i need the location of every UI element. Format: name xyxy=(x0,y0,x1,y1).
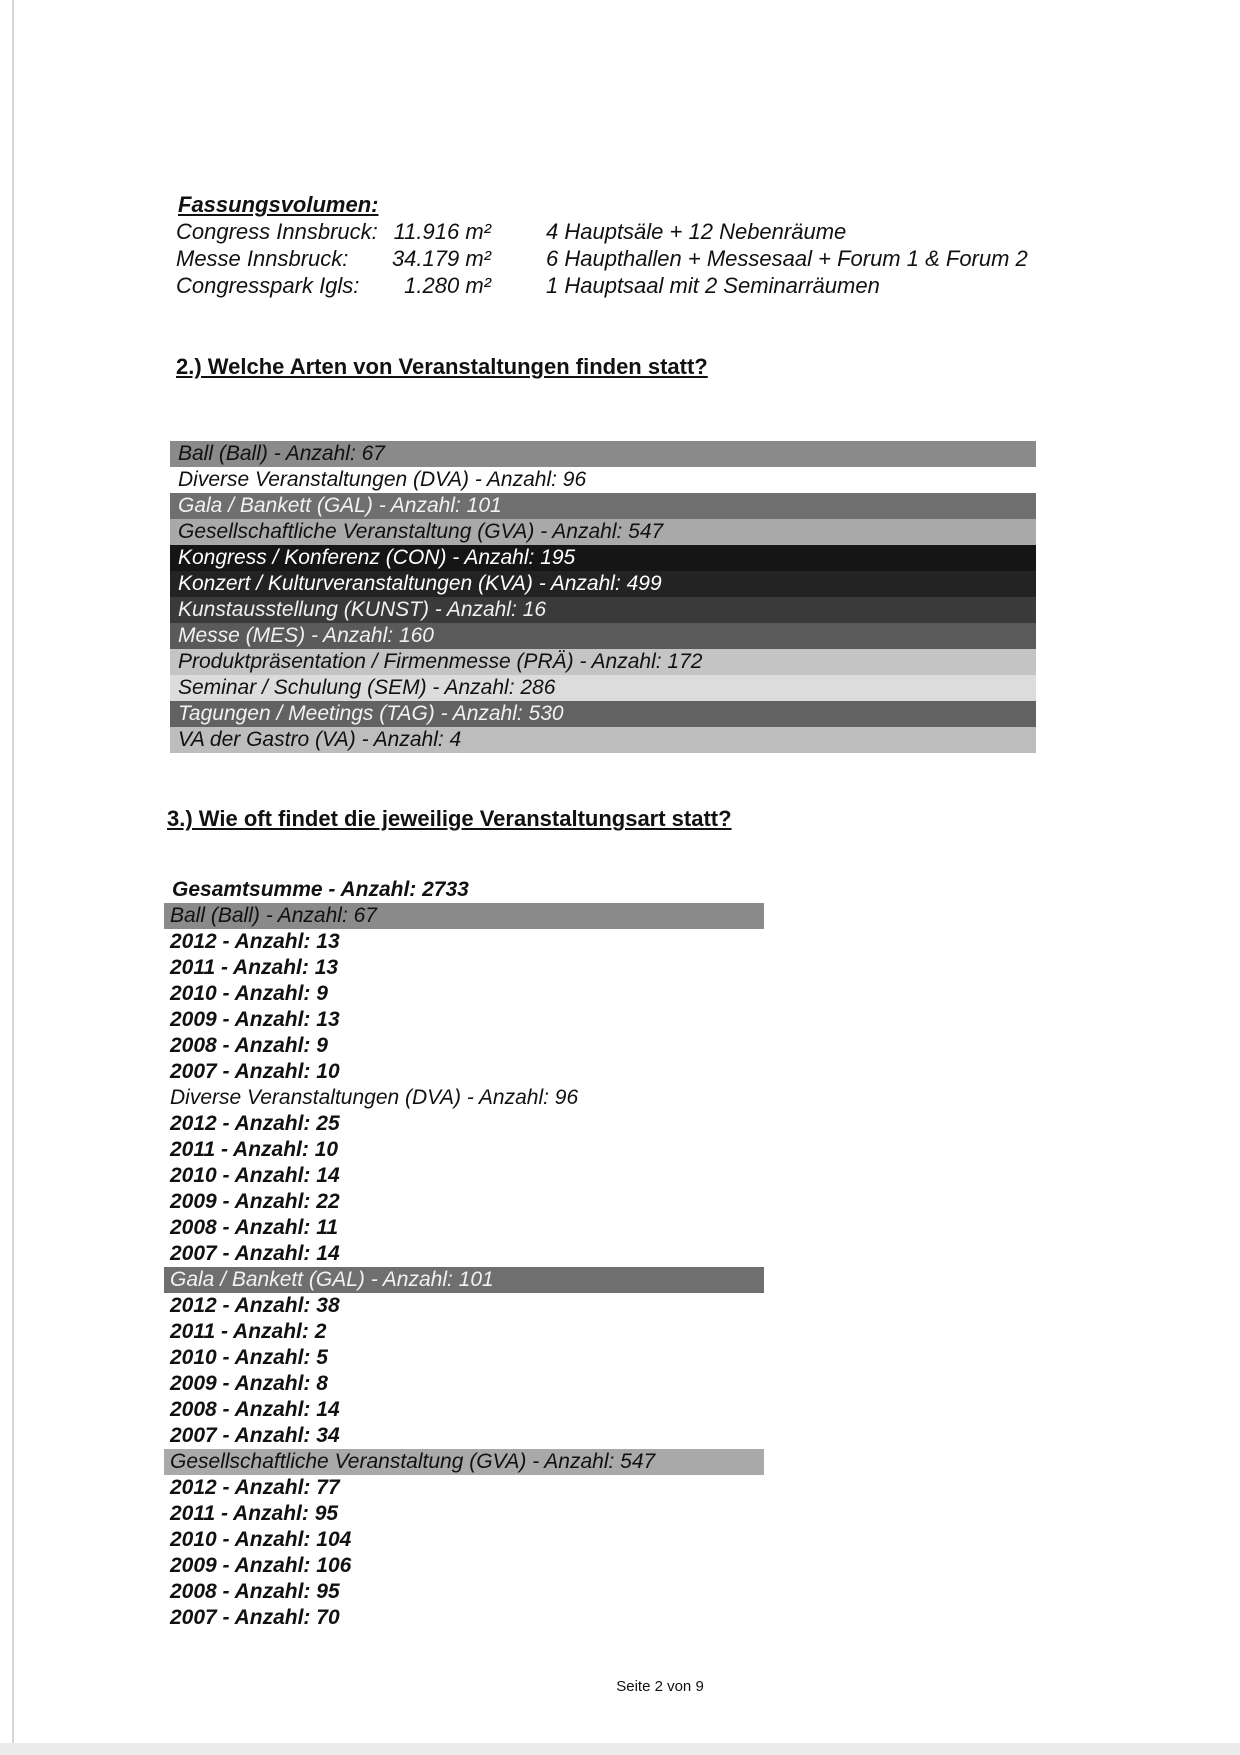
event-type-bar: Kongress / Konferenz (CON) - Anzahl: 195 xyxy=(170,545,1036,571)
venue-area: 34.179 m² xyxy=(391,246,491,271)
event-type-bar: Produktpräsentation / Firmenmesse (PRÄ) - Anzahl: 172 xyxy=(170,649,1036,675)
grand-total: Gesamtsumme - Anzahl: 2733 xyxy=(172,878,469,901)
event-types-list xyxy=(170,441,1036,753)
year-count-row: 2012 - Anzahl: 13 xyxy=(170,930,340,953)
venue-description: 4 Hauptsäle + 12 Nebenräume xyxy=(546,219,847,244)
event-type-bar: Seminar / Schulung (SEM) - Anzahl: 286 xyxy=(170,675,1036,701)
event-counts-list xyxy=(164,877,764,1631)
year-count-row: 2007 - Anzahl: 14 xyxy=(170,1242,340,1265)
year-count-row: 2009 - Anzahl: 22 xyxy=(170,1190,340,1213)
category-header: Diverse Veranstaltungen (DVA) - Anzahl: 96 xyxy=(164,1085,764,1111)
year-count-row: 2009 - Anzahl: 8 xyxy=(170,1372,328,1395)
category-header: Gala / Bankett (GAL) - Anzahl: 101 xyxy=(164,1267,764,1293)
year-count-row: 2009 - Anzahl: 106 xyxy=(170,1554,352,1577)
venue-area: 1.280 m² xyxy=(404,273,491,298)
event-type-bar: VA der Gastro (VA) - Anzahl: 4 xyxy=(170,727,1036,753)
year-count-row: 2007 - Anzahl: 10 xyxy=(170,1060,340,1083)
year-count-row: 2010 - Anzahl: 5 xyxy=(170,1346,328,1369)
year-count-row: 2008 - Anzahl: 95 xyxy=(170,1580,340,1603)
venue-area: 11.916 m² xyxy=(393,219,491,244)
year-count-row: 2011 - Anzahl: 2 xyxy=(170,1320,327,1343)
venue-name: Congress Innsbruck: xyxy=(176,219,378,244)
question2-heading: 2.) Welche Arten von Veranstaltungen finden statt? xyxy=(176,354,708,379)
year-count-row: 2010 - Anzahl: 104 xyxy=(170,1528,352,1551)
capacity-row xyxy=(176,272,1076,299)
scan-edge xyxy=(12,0,14,1755)
year-count-row: 2007 - Anzahl: 34 xyxy=(170,1424,340,1447)
capacity-row xyxy=(176,245,1076,272)
venue-description: 6 Haupthallen + Messesaal + Forum 1 & Forum 2 xyxy=(546,246,1028,271)
event-type-bar: Tagungen / Meetings (TAG) - Anzahl: 530 xyxy=(170,701,1036,727)
event-type-bar: Ball (Ball) - Anzahl: 67 xyxy=(170,441,1036,467)
category-header: Gesellschaftliche Veranstaltung (GVA) - Anzahl: 547 xyxy=(164,1449,764,1475)
event-type-bar: Gala / Bankett (GAL) - Anzahl: 101 xyxy=(170,493,1036,519)
page-footer xyxy=(0,1678,1240,1695)
category-blocks xyxy=(164,903,764,1631)
event-type-bar: Konzert / Kulturveranstaltungen (KVA) - Anzahl: 499 xyxy=(170,571,1036,597)
year-count-row: 2012 - Anzahl: 38 xyxy=(170,1294,340,1317)
year-count-row: 2011 - Anzahl: 10 xyxy=(170,1138,339,1161)
event-type-bar: Messe (MES) - Anzahl: 160 xyxy=(170,623,1036,649)
event-type-bar: Diverse Veranstaltungen (DVA) - Anzahl: 96 xyxy=(170,467,1036,493)
capacity-heading: Fassungsvolumen: xyxy=(178,192,379,217)
year-count-row: 2011 - Anzahl: 13 xyxy=(170,956,339,979)
year-count-row: 2011 - Anzahl: 95 xyxy=(170,1502,339,1525)
question3-heading: 3.) Wie oft findet die jeweilige Veranstaltungsart statt? xyxy=(167,806,732,831)
scan-edge-bottom xyxy=(0,1743,1240,1755)
category-header: Ball (Ball) - Anzahl: 67 xyxy=(164,903,764,929)
year-count-row: 2010 - Anzahl: 14 xyxy=(170,1164,340,1187)
capacity-table xyxy=(176,218,1076,299)
year-count-row: 2010 - Anzahl: 9 xyxy=(170,982,328,1005)
year-count-row: 2009 - Anzahl: 13 xyxy=(170,1008,340,1031)
year-count-row: 2007 - Anzahl: 70 xyxy=(170,1606,340,1629)
venue-name: Congresspark Igls: xyxy=(176,273,360,298)
event-type-bar: Kunstausstellung (KUNST) - Anzahl: 16 xyxy=(170,597,1036,623)
year-count-row: 2008 - Anzahl: 14 xyxy=(170,1398,340,1421)
page-number: Seite 2 von 9 xyxy=(616,1678,704,1695)
year-count-row: 2012 - Anzahl: 25 xyxy=(170,1112,340,1135)
venue-description: 1 Hauptsaal mit 2 Seminarräumen xyxy=(546,273,880,298)
capacity-row xyxy=(176,218,1076,245)
event-type-bar: Gesellschaftliche Veranstaltung (GVA) - Anzahl: 547 xyxy=(170,519,1036,545)
venue-name: Messe Innsbruck: xyxy=(176,246,349,271)
year-count-row: 2012 - Anzahl: 77 xyxy=(170,1476,340,1499)
year-count-row: 2008 - Anzahl: 11 xyxy=(170,1216,339,1239)
year-count-row: 2008 - Anzahl: 9 xyxy=(170,1034,328,1057)
